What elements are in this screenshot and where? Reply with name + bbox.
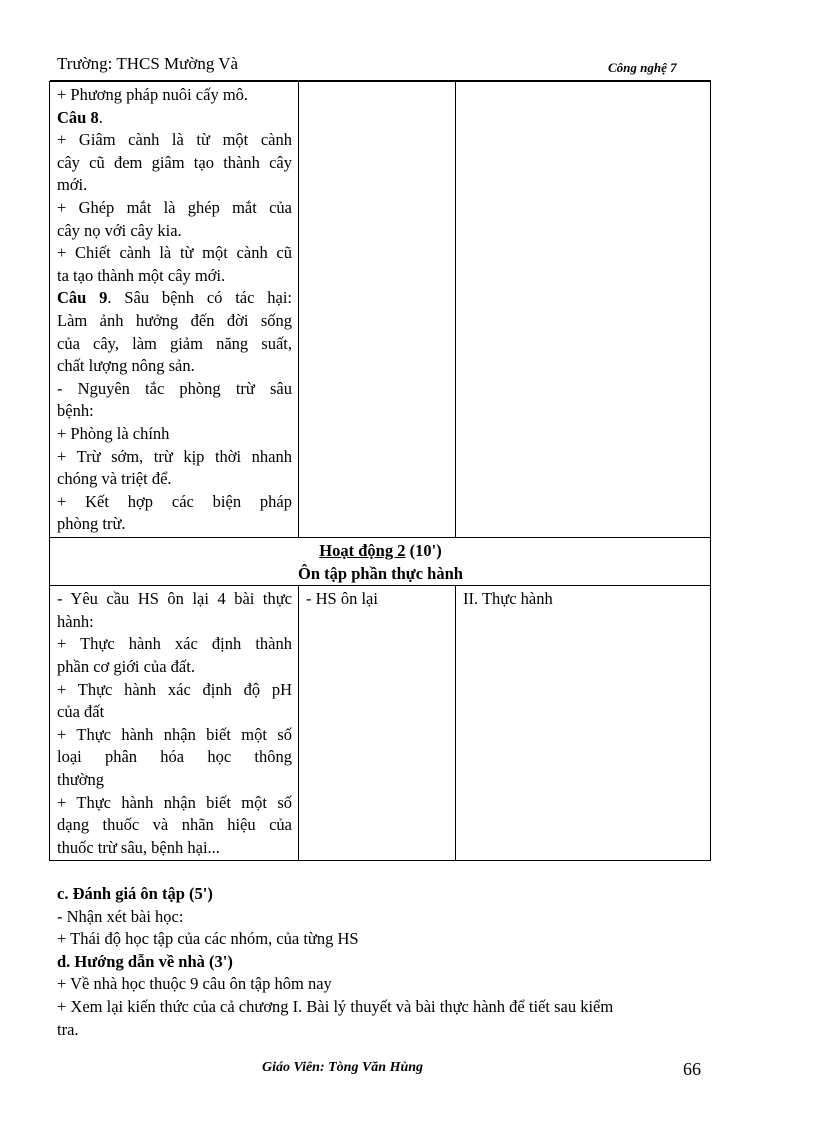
homework-heading bbox=[57, 951, 697, 974]
heading-time: (5') bbox=[184, 884, 213, 903]
school-name: Trường: THCS Mường Và bbox=[57, 54, 239, 73]
text-line: hành: bbox=[57, 611, 94, 631]
text-line: bệnh: bbox=[57, 401, 94, 421]
heading-text: c. Đánh giá ôn tập bbox=[57, 884, 185, 903]
text-line: mới. bbox=[57, 175, 88, 195]
text-line: Làm ảnh hưởng đến đời sống bbox=[57, 310, 292, 330]
section-time: (10') bbox=[405, 541, 442, 560]
assessment-heading bbox=[57, 883, 697, 906]
subject-name: Công nghệ 7 bbox=[608, 60, 677, 75]
question-8-heading: Câu 8. bbox=[57, 107, 103, 127]
text-line: + Chiết cành là từ một cành cũ bbox=[57, 243, 292, 263]
text-line: - Yêu cầu HS ôn lại 4 bài thực bbox=[57, 589, 292, 609]
section-subtitle: Ôn tập phần thực hành bbox=[298, 563, 463, 583]
text-line: - Nhận xét bài học: bbox=[57, 906, 184, 926]
section-heading-row bbox=[50, 538, 711, 586]
text-line: + Thực hành xác định độ pH bbox=[57, 679, 292, 699]
text-line: + Giâm cành là từ một cành bbox=[57, 130, 292, 150]
text-line: + Phương pháp nuôi cấy mô. bbox=[57, 85, 249, 104]
content-cell bbox=[456, 82, 711, 538]
text-line: cây cũ đem giâm tạo thành cây bbox=[57, 152, 292, 172]
lesson-table bbox=[49, 81, 711, 861]
teacher-activity-cell bbox=[50, 586, 299, 861]
text-line: loại phân hóa học thông bbox=[57, 747, 292, 767]
text-line: phần cơ giới của đất. bbox=[57, 656, 195, 676]
text-line: + Ghép mắt là ghép mắt của bbox=[57, 197, 292, 217]
text-line: chóng và triệt để. bbox=[57, 469, 172, 489]
question-label: Câu 8 bbox=[57, 107, 99, 127]
text-line: thường bbox=[57, 769, 105, 789]
text-line: tra. bbox=[57, 1019, 79, 1039]
text-line: ta tạo thành một cây mới. bbox=[57, 265, 226, 285]
text-line: + Xem lại kiến thức của cả chương I. Bài lý thuyết và bài thực hành để tiết sau kiểm bbox=[57, 996, 614, 1016]
lesson-closing bbox=[57, 883, 697, 1041]
table-row bbox=[50, 586, 711, 861]
text-line: + Thái độ học tập của các nhóm, của từng HS bbox=[57, 929, 359, 949]
text-line: + Phòng là chính bbox=[57, 423, 170, 443]
question-label: Câu 9 bbox=[57, 288, 108, 308]
teacher-name: Giáo Viên: Tòng Văn Hùng bbox=[262, 1060, 424, 1075]
text-line: II. Thực hành bbox=[463, 589, 553, 609]
student-activity-cell bbox=[299, 586, 456, 861]
text-line: cây nọ với cây kia. bbox=[57, 220, 182, 240]
text-line: - Nguyên tắc phòng trừ sâu bbox=[57, 378, 292, 398]
heading-text: d. Hướng dẫn về nhà bbox=[57, 951, 205, 971]
text-line: của đất bbox=[57, 702, 105, 722]
text-line: - HS ôn lại bbox=[306, 589, 378, 609]
heading-time: (3') bbox=[204, 951, 233, 971]
text-line: dạng thuốc và nhãn hiệu của bbox=[57, 815, 292, 835]
text-line: + Thực hành nhận biết một số bbox=[57, 792, 292, 812]
text-line: + Thực hành xác định thành bbox=[57, 634, 292, 654]
section-title: Hoạt động 2 bbox=[319, 541, 406, 560]
text-line: + Về nhà học thuộc 9 câu ôn tập hôm nay bbox=[57, 974, 332, 994]
text-line: phòng trừ. bbox=[57, 514, 126, 534]
teacher-activity-cell bbox=[50, 82, 299, 538]
text-line: + Thực hành nhận biết một số bbox=[57, 724, 292, 744]
question-9-line: Câu 9. Sâu bệnh có tác hại: bbox=[57, 288, 293, 308]
table-row bbox=[50, 82, 711, 538]
section-heading bbox=[50, 538, 711, 586]
text-line: chất lượng nông sản. bbox=[57, 356, 195, 376]
student-activity-cell bbox=[299, 82, 456, 538]
text-line: thuốc trừ sâu, bệnh hại... bbox=[57, 837, 220, 857]
page-number: 66 bbox=[683, 1059, 701, 1079]
text-line: của cây, làm giảm năng suất, bbox=[57, 333, 292, 353]
content-cell bbox=[456, 586, 711, 861]
text-line: + Trừ sớm, trừ kịp thời nhanh bbox=[57, 446, 292, 466]
text-line: + Kết hợp các biện pháp bbox=[57, 491, 292, 511]
